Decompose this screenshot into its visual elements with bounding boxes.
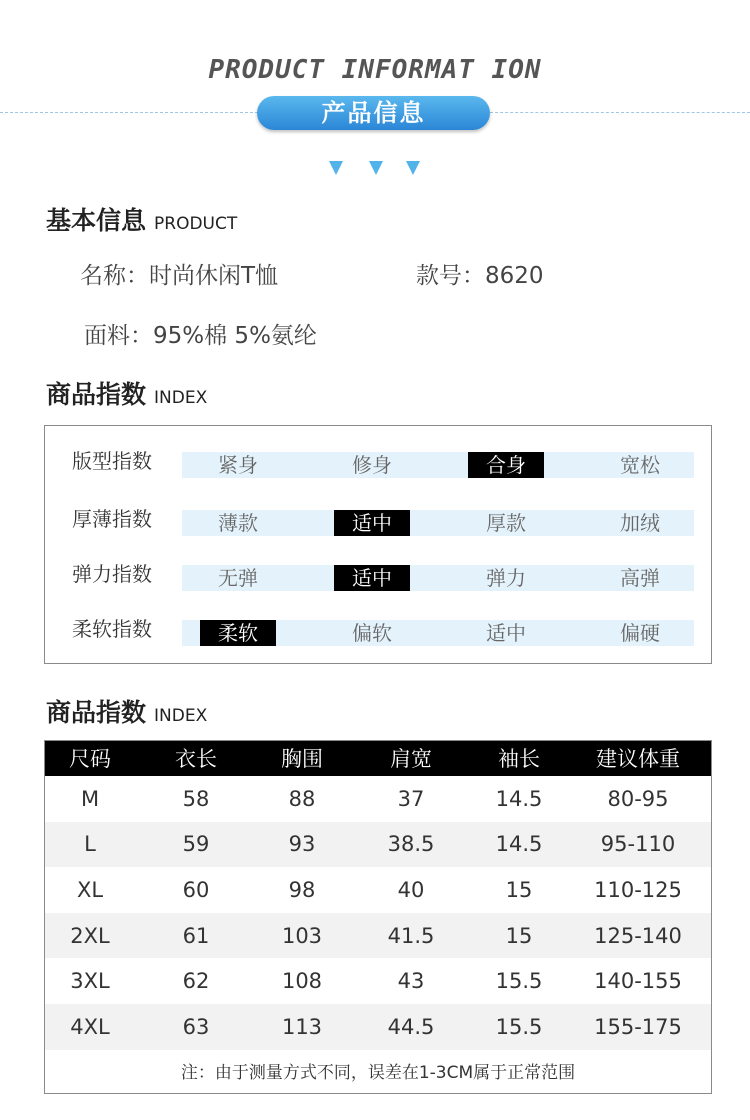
table-cell: M — [80, 786, 100, 811]
product-fabric: 面料：95%棉 5%氨纶 — [84, 323, 317, 349]
index-row-label: 厚薄指数 — [72, 507, 152, 531]
index-option: 薄款 — [218, 511, 258, 535]
table-cell: 93 — [256, 822, 348, 868]
measurement-note: 注：由于测量方式不同，误差在1-3CM属于正常范围 — [180, 1063, 576, 1083]
table-row — [44, 1004, 712, 1050]
column-header: 衣长 — [136, 740, 256, 776]
table-cell: XL — [76, 877, 104, 902]
size-heading — [46, 693, 207, 729]
table-cell: 4XL — [44, 1004, 136, 1050]
triangle-down-icon — [406, 161, 420, 175]
index-option: 适中 — [486, 621, 526, 645]
index-row-label: 柔软指数 — [72, 617, 152, 641]
index-row-label: 版型指数 — [72, 449, 152, 473]
header-title-badge: 产品信息 — [257, 96, 490, 130]
table-cell: 43 — [397, 969, 425, 994]
table-cell: 155-175 — [564, 1004, 712, 1050]
product-name: 名称：时尚休闲T恤 — [80, 263, 279, 289]
basic-info-heading-cn: 基本信息 — [46, 206, 147, 235]
table-row — [44, 913, 712, 959]
table-cell: 140-155 — [594, 969, 682, 994]
index-option: 加绒 — [620, 511, 660, 535]
table-row — [44, 822, 712, 868]
column-header: 尺码 — [44, 740, 136, 776]
table-cell: 40 — [397, 877, 425, 902]
table-cell: 59 — [136, 822, 256, 868]
basic-info-heading-en: PRODUCT — [154, 214, 238, 234]
table-cell: L — [44, 822, 136, 868]
index-panel — [44, 425, 712, 664]
index-option: 无弹 — [218, 566, 258, 590]
table-cell: 2XL — [44, 913, 136, 959]
table-cell: 63 — [136, 1004, 256, 1050]
table-cell: 58 — [182, 786, 210, 811]
header-title-en: PRODUCT INFORMAT ION — [208, 55, 542, 85]
table-cell: 62 — [182, 969, 210, 994]
table-cell: 15 — [505, 877, 533, 902]
table-cell: 61 — [136, 913, 256, 959]
table-cell: 14.5 — [495, 786, 543, 811]
index-option: 宽松 — [620, 453, 660, 477]
size-heading-cn: 商品指数 — [46, 698, 147, 727]
table-cell: 125-140 — [564, 913, 712, 959]
header-divider-right — [490, 112, 750, 113]
table-row — [44, 776, 712, 822]
table-cell: 103 — [256, 913, 348, 959]
index-row-elasticity — [45, 559, 711, 589]
table-cell: 95-110 — [564, 822, 712, 868]
table-cell: 15.5 — [474, 1004, 564, 1050]
index-option-selected: 合身 — [468, 452, 544, 478]
size-table-header — [44, 740, 712, 776]
table-cell: 14.5 — [474, 822, 564, 868]
column-header: 胸围 — [256, 740, 348, 776]
index-option-selected: 适中 — [334, 565, 410, 591]
table-cell: 15 — [474, 913, 564, 959]
table-cell: 44.5 — [348, 1004, 474, 1050]
index-option: 高弹 — [620, 566, 660, 590]
index-row-thickness — [45, 504, 711, 534]
index-option: 紧身 — [218, 453, 258, 477]
table-cell: 113 — [256, 1004, 348, 1050]
index-heading — [46, 375, 207, 411]
index-heading-cn: 商品指数 — [46, 380, 147, 409]
table-cell: 38.5 — [348, 822, 474, 868]
index-option: 偏硬 — [620, 621, 660, 645]
column-header: 建议体重 — [564, 740, 712, 776]
table-cell: 98 — [288, 877, 316, 902]
basic-info-heading — [46, 201, 237, 237]
index-option: 厚款 — [486, 511, 526, 535]
index-option: 弹力 — [486, 566, 526, 590]
table-cell: 60 — [182, 877, 210, 902]
index-option: 偏软 — [352, 621, 392, 645]
index-heading-en: INDEX — [154, 388, 208, 408]
table-cell: 3XL — [70, 969, 110, 994]
size-table — [44, 740, 712, 1050]
index-option-selected: 适中 — [334, 510, 410, 536]
index-option-selected: 柔软 — [200, 620, 276, 646]
index-option: 修身 — [352, 453, 392, 477]
table-row — [44, 867, 712, 913]
size-heading-en: INDEX — [154, 706, 208, 726]
header-divider-left — [0, 112, 258, 113]
index-row-label: 弹力指数 — [72, 562, 152, 586]
table-cell: 110-125 — [594, 877, 682, 902]
table-row — [44, 958, 712, 1004]
column-header: 肩宽 — [348, 740, 474, 776]
product-model: 款号：8620 — [416, 263, 544, 289]
index-row-softness — [45, 614, 711, 644]
column-header: 袖长 — [474, 740, 564, 776]
triangle-down-icon — [369, 161, 383, 175]
table-cell: 15.5 — [495, 969, 543, 994]
triangle-down-icon — [329, 161, 343, 175]
index-row-fit — [45, 446, 711, 476]
table-cell: 37 — [397, 786, 425, 811]
table-cell: 41.5 — [348, 913, 474, 959]
table-cell: 88 — [288, 786, 316, 811]
table-cell: 80-95 — [607, 786, 669, 811]
table-cell: 108 — [281, 969, 323, 994]
